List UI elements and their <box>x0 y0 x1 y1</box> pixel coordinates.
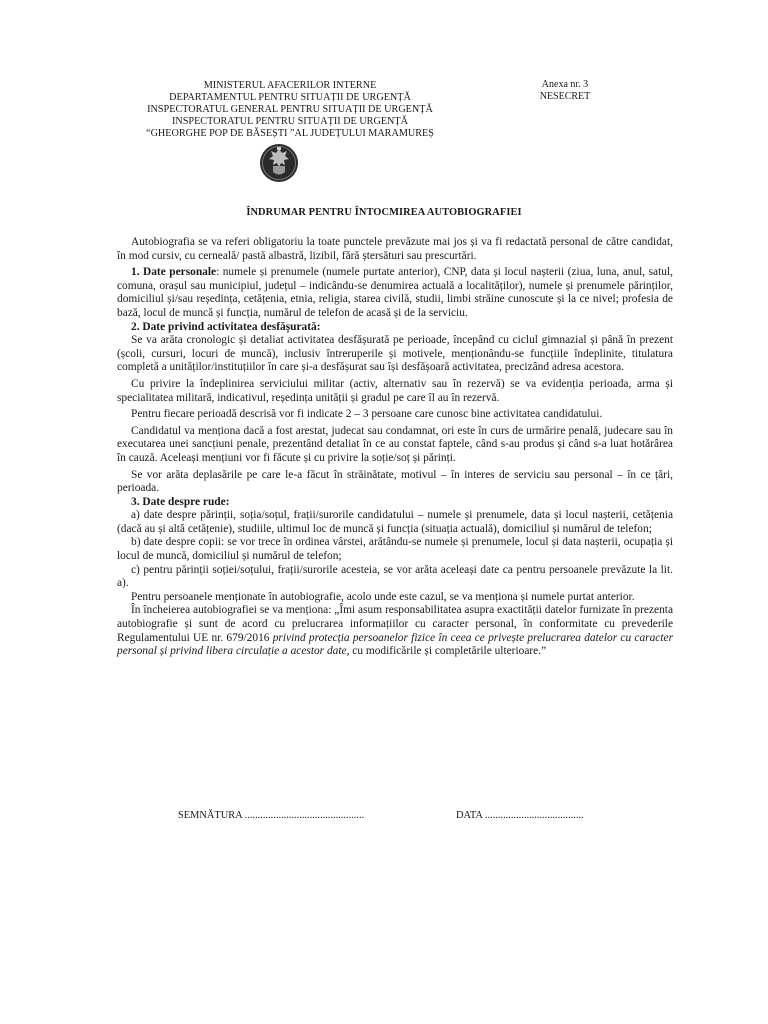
section-1-heading: 1. Date personale <box>131 266 217 279</box>
closing-paragraph <box>117 604 673 658</box>
closing-italic: privind protecția persoanelor fizice în ceea ce privește prelucrarea datelor cu caracter personal și privind libera circulație a acestor date <box>117 631 674 658</box>
annex-block <box>520 79 610 103</box>
intro-paragraph: Autobiografia se va referi obligatoriu la toate punctele prevăzute mai jos și va fi redactată personal de către candidat, în mod cursiv, cu cerneală/ pastă albastră, lizibil, fără ștersături sau prescurtări. <box>117 236 673 262</box>
header-line-3: INSPECTORATUL GENERAL PENTRU SITUAȚII DE URGENȚĂ <box>147 104 433 115</box>
section-2-paragraph-2: Cu privire la îndeplinirea serviciului militar (activ, alternativ sau în rezervă) se va evidenția perioada, arma și specialitatea militară, indicativul, reședința unității și gradul pe care îl au în rezervă. <box>117 377 673 404</box>
section-3-heading: 3. Date despre rude: <box>131 495 230 508</box>
section-3-paragraph-after: Pentru persoanele menționate în autobiografie, acolo unde este cazul, se va menționa și numele purtat anterior. <box>131 590 635 603</box>
section-2-paragraph-3: Pentru fiecare perioadă descrisă vor fi indicate 2 – 3 persoane care cunosc bine activitatea candidatului. <box>131 408 603 421</box>
section-3-item-a: a) date despre părinții, soția/soțul, frații/surorile candidatului – numele și prenumele, data și locul nașterii, cetățenia (dacă au și altă cetățenie), studiile, ultimul loc de muncă și funcția (situația actuală), domiciliul și numărul de telefon; <box>117 509 673 535</box>
document-title: ÎNDRUMAR PENTRU ÎNTOCMIREA AUTOBIOGRAFIEI <box>246 207 522 218</box>
header-line-4: INSPECTORATUL PENTRU SITUAȚII DE URGENȚĂ <box>171 116 408 127</box>
section-1-paragraph <box>117 266 673 320</box>
section-3-item-c: c) pentru părinții soției/soțului, frații/surorile acesteia, se vor arăta aceleași date ca pentru persoanele prevăzute la lit. a). <box>117 563 673 590</box>
closing-lead: În încheierea autobiografiei se va menționa: „Îmi asum responsabilitatea asupra exactității datelor furnizate în prezenta autobiografie și sunt de acord cu prelucrarea informațiilor cu caracter personal, în conformitate cu prevederile Regulamentului UE nr. 679/2016 <box>117 604 673 644</box>
section-3-item-b: b) date despre copii: se vor trece în ordinea vârstei, arătându-se numele și prenumele, locul și data nașterii, ocupația și locul de muncă, domiciliul și numărul de telefon; <box>117 536 673 563</box>
date-field: DATA ...................................... <box>456 810 584 821</box>
section-2-paragraph-5: Se vor arăta deplasările pe care le-a făcut în străinătate, motivul – în interes de serviciu sau personal – în ce țări, perioada. <box>117 468 673 495</box>
section-2-paragraph-1: Se va arăta cronologic și detaliat activitatea desfășurată pe perioade, începând cu ciclul gimnazial și până în prezent (școli, cursuri, locuri de muncă), inclusiv întreruperile și motivele, menționându-se funcțiile îndeplinite, titulatura completă a unităților/instituțiilor în care și-a desfășurat sau își desfășoară activitatea, precizând adresa acestora. <box>117 334 673 374</box>
section-2-heading: 2. Date privind activitatea desfășurată: <box>131 320 321 333</box>
header-line-5: “GHEORGHE POP DE BĂSEȘTI ”AL JUDEȚULUI MARAMUREȘ <box>146 128 434 139</box>
classification-label: NESECRET <box>539 91 591 102</box>
header-line-2: DEPARTAMENTUL PENTRU SITUAȚII DE URGENȚĂ <box>169 92 411 103</box>
closing-tail: , cu modificările și completările ulterioare.” <box>346 645 547 658</box>
section-2-paragraph-4: Candidatul va menționa dacă a fost arestat, judecat sau condamnat, ori este în curs de urmărire penală, judecare sau în executarea unei sancțiuni penale, prezentând detaliat în ce au constat faptele, când s-au produs și când s-a luat hotărârea în cauză. Aceleași mențiuni vor fi făcute și cu privire la soție/soț și părinți. <box>117 424 673 464</box>
signature-row <box>0 810 768 826</box>
signature-field: SEMNĂTURA .............................................. <box>178 810 365 821</box>
section-1-text: : numele și prenumele (numele purtate anterior), CNP, data și locul nașterii (ziua, luna, anul, satul, comuna, orașul sau municipiul, județul – indicându-se denumirea actuală a localităților), numele și prenumele părinților, domiciliul și/sau reședința, cetățenia, etnia, religia, starea civilă, studii, limbi străine cunoscute și la ce nivel; profesia de bază, locul de muncă și funcția, numărul de telefon de acasă și de la serviciu. <box>117 266 673 319</box>
coat-of-arms-icon <box>259 142 299 184</box>
institution-header <box>110 80 470 140</box>
document-body <box>117 236 673 659</box>
header-line-1: MINISTERUL AFACERILOR INTERNE <box>203 80 377 91</box>
annex-number: Anexa nr. 3 <box>541 79 589 90</box>
